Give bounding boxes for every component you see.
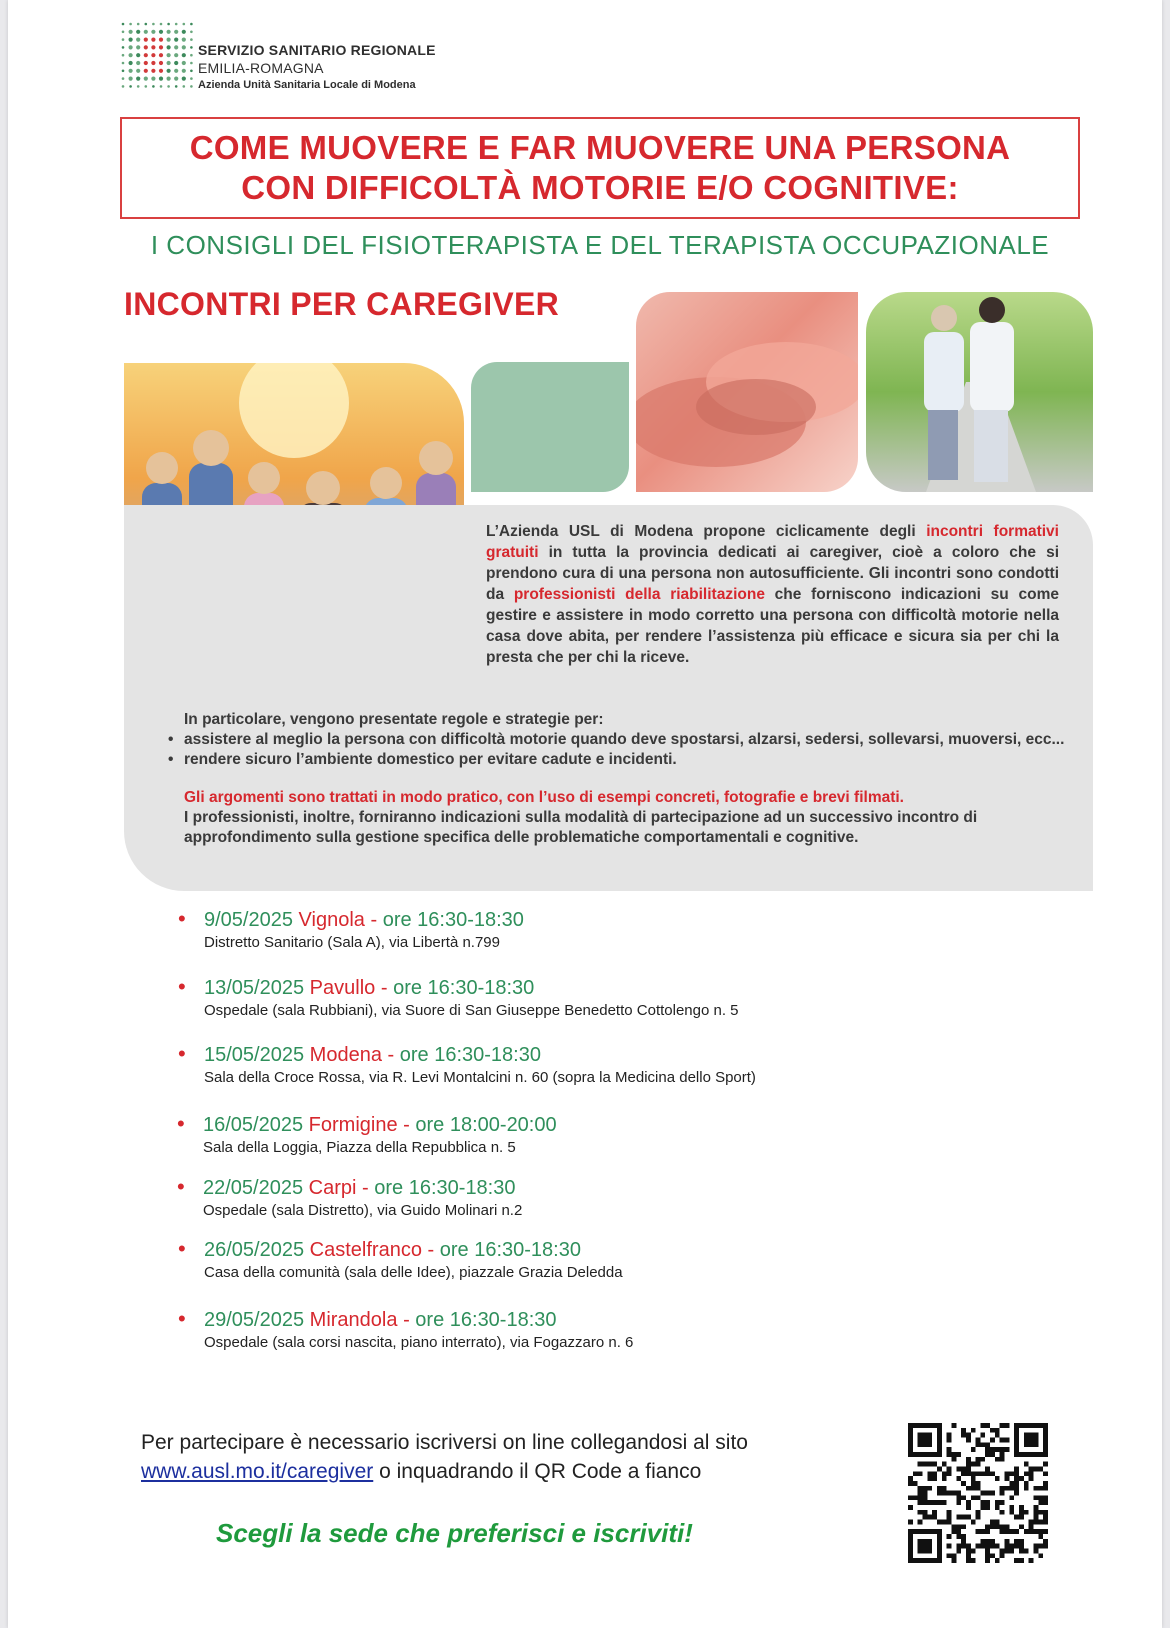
intro-text-1: L’Azienda USL di Modena propone ciclicamente degli [486,523,927,540]
event-time: ore 18:00-20:00 [415,1114,557,1136]
registration-text [141,1428,748,1486]
headline-line-2: CON DIFFICOLTÀ MOTORIE E/O COGNITIVE: [241,169,959,206]
practical-note-red: Gli argomenti sono trattati in modo pratico, con l’uso di esempi concreti, fotografie e brevi filmati. [184,789,904,806]
event-bullet: • [178,1306,186,1331]
event-city: Pavullo [309,977,376,999]
event-dash: - [362,1177,369,1199]
event-address: Sala della Croce Rossa, via R. Levi Montalcini n. 60 (sopra la Medicina dello Sport) [204,1069,756,1086]
logo-line-3: Azienda Unità Sanitaria Locale di Modena [198,79,416,91]
event-item [178,908,524,954]
event-address: Ospedale (sala corsi nascita, piano interrato), via Fogazzaro n. 6 [204,1334,634,1351]
event-dash: - [387,1044,395,1066]
event-address: Ospedale (sala Distretto), via Guido Molinari n.2 [203,1202,523,1219]
event-address: Ospedale (sala Rubbiani), via Suore di San Giuseppe Benedetto Cottolengo n. 5 [204,1002,739,1019]
event-bullet: • [177,1111,185,1136]
intro-highlight-free-courses: incontri formativi gratuiti [486,523,1059,561]
call-to-action: Scegli la sede che preferisci e iscriviti! [216,1518,693,1548]
logo-line-2: EMILIA-ROMAGNA [198,60,324,76]
event-bullet: • [178,906,186,931]
headline-box [120,117,1080,219]
details-lead: In particolare, vengono presentate regole e strategie per: [184,711,604,728]
decorative-green-tile [471,362,629,492]
details-bullet: • rendere sicuro l’ambiente domestico per evitare cadute e incidenti. [184,750,1074,770]
headline-line-1: COME MUOVERE E FAR MUOVERE UNA PERSONA [189,129,1011,166]
event-city: Castelfranco [309,1239,422,1261]
practical-note [184,788,1074,848]
intro-text-3: che forniscono indicazioni su come gestire e assistere in modo corretto una persona con difficoltà motorie nella casa dove abita, per rendere l’assistenza più efficace e sicura sia per chi la presta che per chi la riceve. [486,586,1059,666]
event-bullet: • [178,974,186,999]
event-item [178,1043,756,1089]
event-heading [204,1043,756,1067]
photo-holding-hands [636,292,858,492]
event-bullet: • [177,1174,185,1199]
registration-line-2 [141,1457,748,1486]
qr-code-icon[interactable] [904,1423,1052,1563]
section-title: INCONTRI PER CAREGIVER [124,286,560,322]
event-dash: - [427,1239,435,1261]
event-heading [203,1113,557,1137]
practical-note-rest: I professionisti, inoltre, forniranno indicazioni sulla modalità di partecipazione ad un successivo incontro di approfondimento sulla gestione specifica delle problematiche comportamentali e cognitive. [184,809,978,846]
event-item [177,1176,522,1222]
event-heading [204,1238,623,1262]
event-date: 26/05/2025 [204,1239,305,1261]
event-heading [204,976,739,1000]
event-time: ore 16:30-18:30 [399,1044,541,1066]
logo-line-1: SERVIZIO SANITARIO REGIONALE [198,42,436,58]
event-date: 15/05/2025 [204,1044,305,1066]
event-item [177,1113,557,1159]
event-heading [204,908,524,932]
details-bullet-list [184,730,1074,770]
registration-link[interactable]: www.ausl.mo.it/caregiver [141,1460,374,1483]
poster-sheet [8,0,1162,1628]
event-heading [204,1308,633,1332]
event-date: 22/05/2025 [203,1177,304,1199]
event-address: Sala della Loggia, Piazza della Repubblica n. 5 [203,1139,516,1156]
event-address: Casa della comunità (sala delle Idee), piazzale Grazia Deledda [204,1264,623,1281]
event-time: ore 16:30-18:30 [374,1177,516,1199]
photo-caregiver-walking [866,292,1093,492]
event-city: Formigine [308,1114,398,1136]
event-bullet: • [178,1041,186,1066]
event-city: Modena [309,1044,382,1066]
event-dash: - [380,977,388,999]
event-date: 16/05/2025 [203,1114,304,1136]
intro-text-2: in tutta la provincia dedicati ai caregiver, cioè a coloro che si prendono cura di una persona non autosufficiente. Gli incontri sono condotti da [486,544,1059,603]
details-block [184,710,1074,848]
event-date: 29/05/2025 [204,1309,305,1331]
event-time: ore 16:30-18:30 [393,977,535,999]
event-city: Vignola [298,909,365,931]
event-date: 13/05/2025 [204,977,305,999]
details-bullet: • assistere al meglio la persona con difficoltà motorie quando deve spostarsi, alzarsi, sedersi, sollevarsi, muoversi, ecc... [184,730,1074,750]
event-item [178,1238,623,1284]
event-city: Mirandola [309,1309,398,1331]
event-dash: - [403,1309,410,1331]
organization-logo-text [198,42,436,91]
event-dash: - [403,1114,410,1136]
registration-line-1: Per partecipare è necessario iscriversi on line collegandosi al sito [141,1431,748,1454]
event-item [178,1308,633,1354]
event-time: ore 16:30-18:30 [382,909,524,931]
event-time: ore 16:30-18:30 [415,1309,557,1331]
event-bullet: • [178,1236,186,1261]
intro-paragraph [486,521,1059,668]
event-heading [203,1176,522,1200]
subtitle: I CONSIGLI DEL FISIOTERAPISTA E DEL TERAPISTA OCCUPAZIONALE [150,230,1050,260]
event-item [178,976,739,1022]
dot-grid-logo-icon [119,20,197,92]
event-time: ore 16:30-18:30 [439,1239,581,1261]
event-dash: - [370,909,378,931]
intro-highlight-professionals: professionisti della riabilitazione [513,586,765,603]
event-date: 9/05/2025 [204,909,293,931]
event-city: Carpi [308,1177,357,1199]
registration-line-2-rest: o inquadrando il QR Code a fianco [373,1460,702,1483]
event-address: Distretto Sanitario (Sala A), via Libertà n.799 [204,934,500,951]
